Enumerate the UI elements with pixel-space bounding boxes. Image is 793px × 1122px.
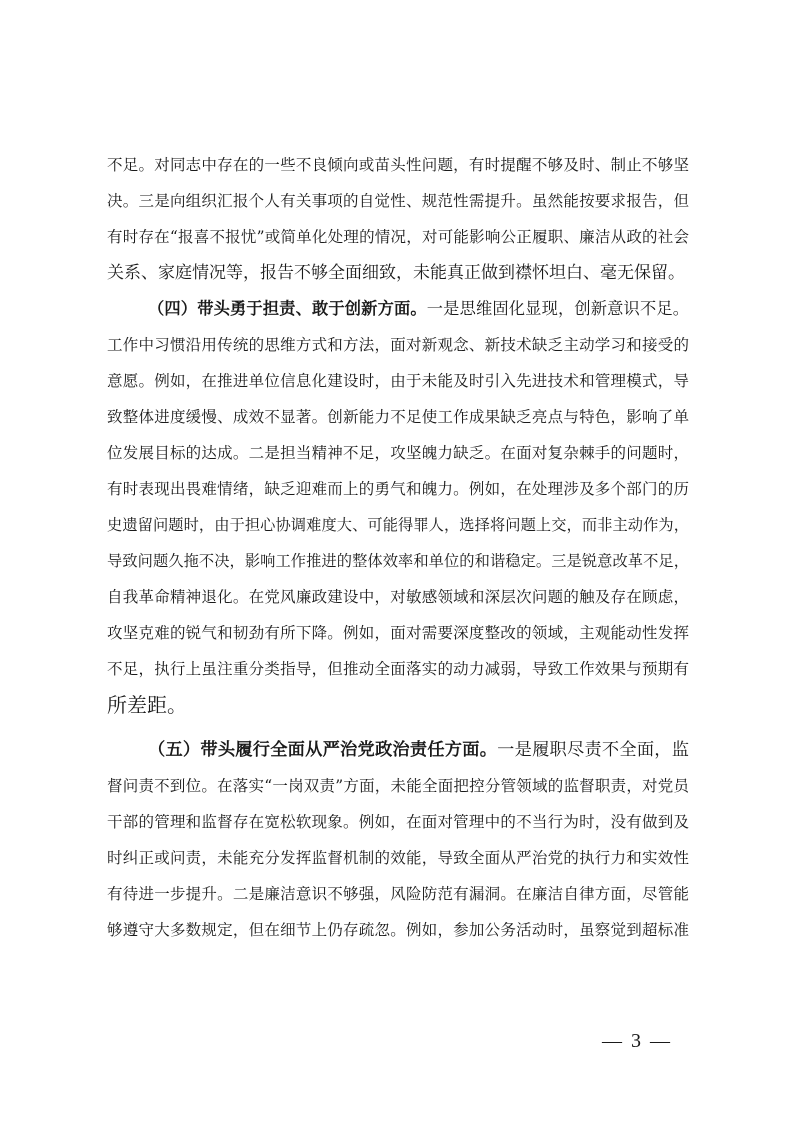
text-line: 时纠正或问责，未能充分发挥监督机制的效能，导致全面从严治党的执行力和实效性 bbox=[107, 849, 689, 867]
text-line: 干部的管理和监督存在宽松软现象。例如，在面对管理中的不当行为时，没有做到及 bbox=[107, 813, 689, 831]
text-line: 工作中习惯沿用传统的思维方式和方法，面对新观念、新技术缺乏主动学习和接受的 bbox=[107, 336, 689, 354]
text-line: 不足。对同志中存在的一些不良倾向或苗头性问题，有时提醒不够及时、制止不够坚 bbox=[107, 156, 689, 174]
text-line: 自我革命精神退化。在党风廉政建设中，对敏感领域和深层次问题的触及存在顾虑， bbox=[107, 588, 689, 606]
text-line: 不足，执行上虽注重分类指导，但推动全面落实的动力减弱，导致工作效果与预期有 bbox=[107, 660, 689, 678]
text-line: 攻坚克难的锐气和韧劲有所下降。例如，面对需要深度整改的领域，主观能动性发挥 bbox=[107, 624, 689, 642]
text-line: 意愿。例如，在推进单位信息化建设时，由于未能及时引入先进技术和管理模式，导 bbox=[107, 372, 689, 390]
text-line: 史遗留问题时，由于担心协调难度大、可能得罪人，选择将问题上交，而非主动作为， bbox=[107, 516, 689, 534]
document-body bbox=[107, 147, 689, 948]
text-line bbox=[107, 732, 689, 768]
section-heading: （五）带头履行全面从严治党政治责任方面。 bbox=[148, 740, 498, 760]
paragraph bbox=[107, 291, 689, 723]
text-line bbox=[107, 291, 689, 327]
text-line: 关系、家庭情况等，报告不够全面细致，未能真正做到襟怀坦白、毫无保留。 bbox=[107, 263, 685, 283]
text-line: 位发展目标的达成。二是担当精神不足，攻坚魄力缺乏。在面对复杂棘手的问题时， bbox=[107, 444, 689, 462]
paragraph bbox=[107, 732, 689, 948]
text-line: 有时表现出畏难情绪，缺乏迎难而上的勇气和魄力。例如，在处理涉及多个部门的历 bbox=[107, 480, 689, 498]
text-line: 够遵守大多数规定，但在细节上仍存疏忽。例如，参加公务活动时，虽察觉到超标准 bbox=[107, 921, 689, 939]
text-run: 一是思维固化显现，创新意识不足。 bbox=[426, 299, 690, 318]
text-line: 有待进一步提升。二是廉洁意识不够强，风险防范有漏洞。在廉洁自律方面，尽管能 bbox=[107, 885, 689, 903]
text-line: 导致问题久拖不决，影响工作推进的整体效率和单位的和谐稳定。三是锐意改革不足， bbox=[107, 552, 689, 570]
text-line: 决。三是向组织汇报个人有关事项的自觉性、规范性需提升。虽然能按要求报告，但 bbox=[107, 192, 689, 210]
text-line: 督问责不到位。在落实“一岗双责”方面，未能全面把控分管领域的监督职责，对党员 bbox=[107, 777, 689, 795]
page-number: — 3 — bbox=[602, 1030, 672, 1052]
text-line: 有时存在“报喜不报忧”或简单化处理的情况，对可能影响公正履职、廉洁从政的社会 bbox=[107, 228, 689, 246]
text-run: 一是履职尽责不全面，监 bbox=[497, 740, 689, 760]
paragraph bbox=[107, 147, 689, 291]
text-line: 致整体进度缓慢、成效不显著。创新能力不足使工作成果缺乏亮点与特色，影响了单 bbox=[107, 408, 689, 426]
section-heading: （四）带头勇于担责、敢于创新方面。 bbox=[148, 299, 427, 318]
text-line: 所差距。 bbox=[107, 693, 187, 717]
